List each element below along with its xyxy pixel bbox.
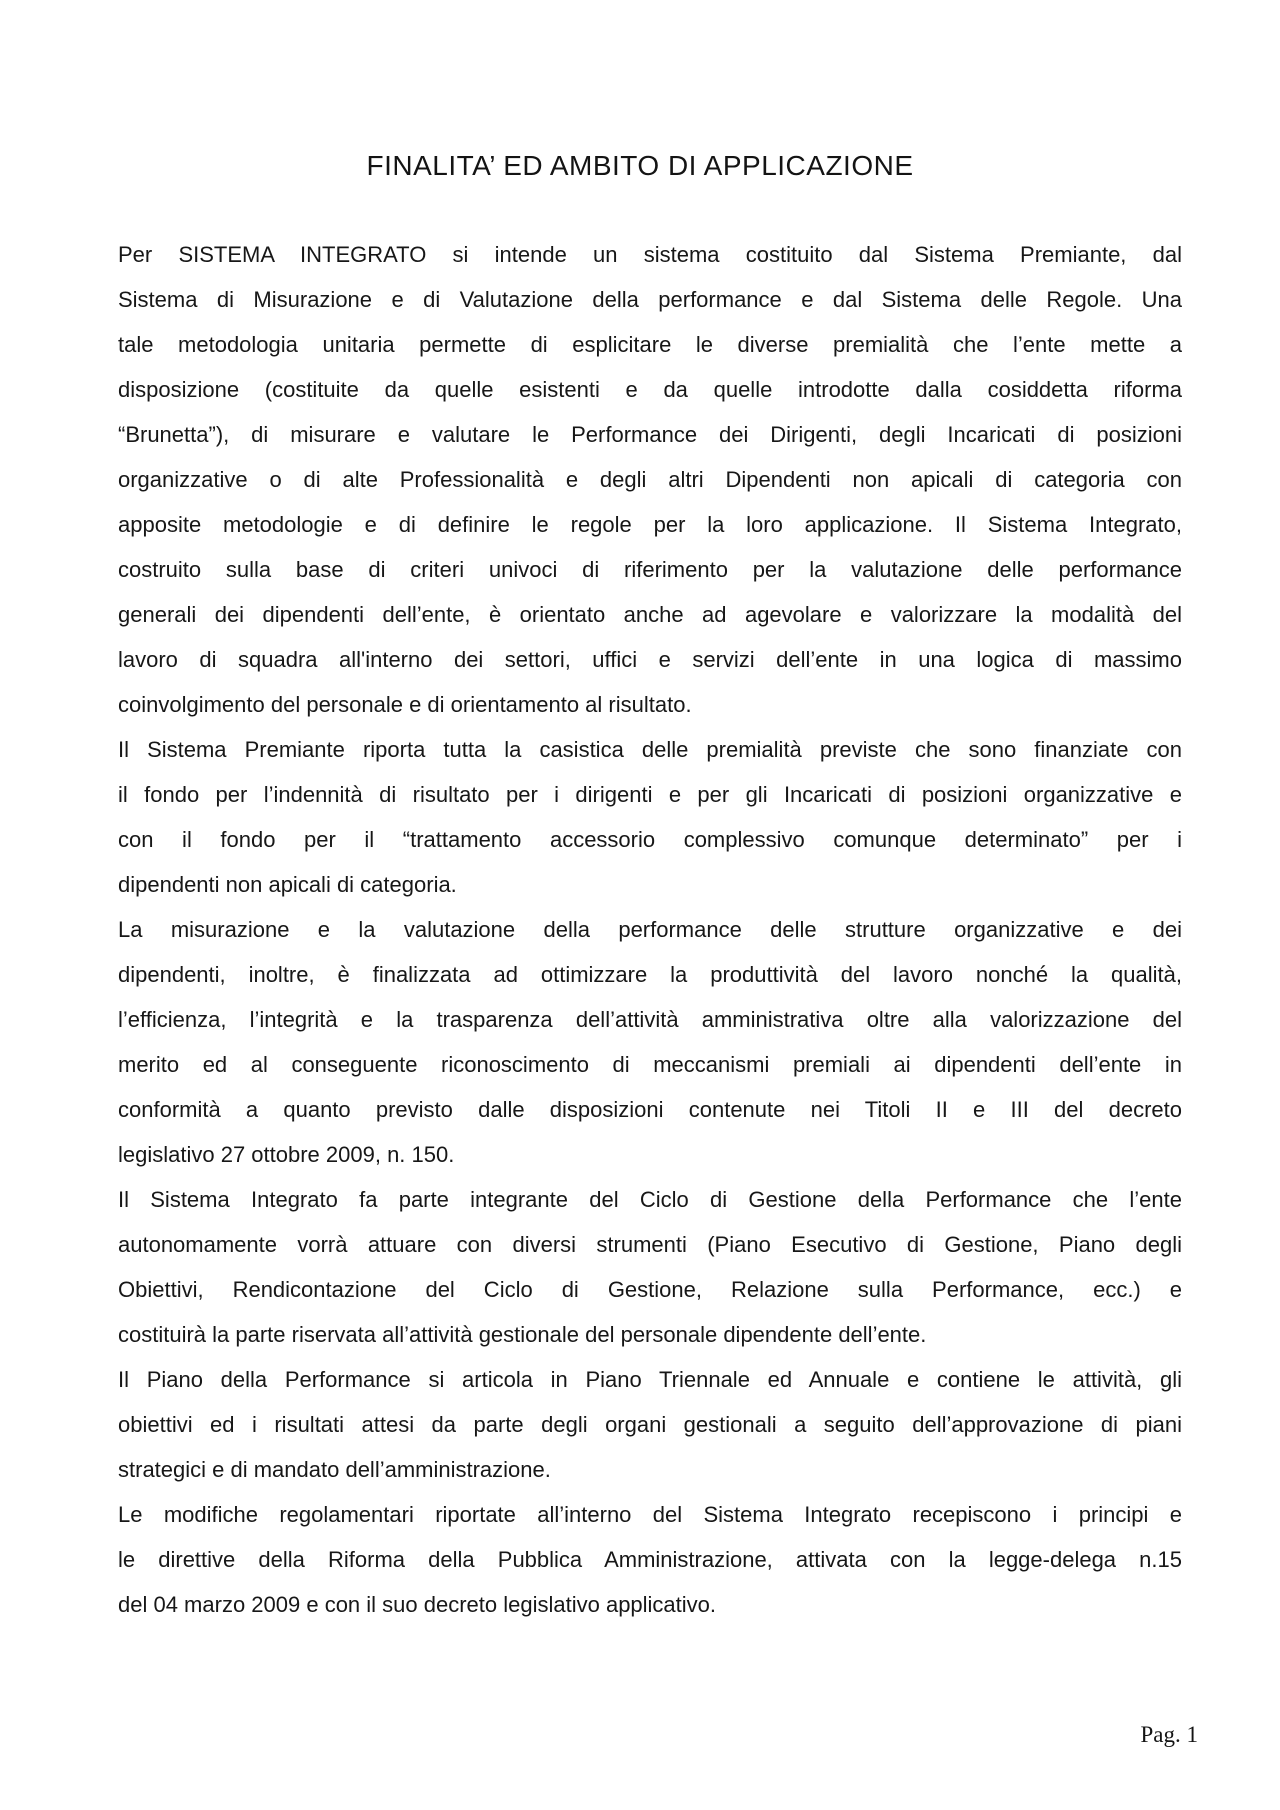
body-line: conformità a quanto previsto dalle disposizioni contenute nei Titoli II e III del decreto bbox=[118, 1097, 1182, 1122]
body-line: Il Sistema Premiante riporta tutta la casistica delle premialità previste che sono finanziate con bbox=[118, 737, 1182, 762]
body-line: disposizione (costituite da quelle esistenti e da quelle introdotte dalla cosiddetta riforma bbox=[118, 377, 1182, 402]
body-line: autonomamente vorrà attuare con diversi strumenti (Piano Esecutivo di Gestione, Piano degli bbox=[118, 1232, 1182, 1257]
body-line: legislativo 27 ottobre 2009, n. 150. bbox=[118, 1142, 455, 1167]
body-line: obiettivi ed i risultati attesi da parte degli organi gestionali a seguito dell’approvazione di piani bbox=[118, 1412, 1182, 1437]
body-line: il fondo per l’indennità di risultato per i dirigenti e per gli Incaricati di posizioni organizzative e bbox=[118, 782, 1182, 807]
body-line: Per SISTEMA INTEGRATO si intende un sistema costituito dal Sistema Premiante, dal bbox=[118, 242, 1182, 267]
body-line: Obiettivi, Rendicontazione del Ciclo di Gestione, Relazione sulla Performance, ecc.) e bbox=[118, 1277, 1182, 1302]
body-line: Il Sistema Integrato fa parte integrante del Ciclo di Gestione della Performance che l’ente bbox=[118, 1187, 1182, 1212]
document-body bbox=[118, 232, 1182, 1627]
body-line: Il Piano della Performance si articola in Piano Triennale ed Annuale e contiene le attività, gli bbox=[118, 1367, 1182, 1392]
body-line: generali dei dipendenti dell’ente, è orientato anche ad agevolare e valorizzare la modalità del bbox=[118, 602, 1182, 627]
body-line: La misurazione e la valutazione della performance delle strutture organizzative e dei bbox=[118, 917, 1182, 942]
body-line: le direttive della Riforma della Pubblica Amministrazione, attivata con la legge-delega n.15 bbox=[118, 1547, 1182, 1572]
body-line: Le modifiche regolamentari riportate all’interno del Sistema Integrato recepiscono i principi e bbox=[118, 1502, 1182, 1527]
body-line: costituirà la parte riservata all’attività gestionale del personale dipendente dell’ente. bbox=[118, 1322, 927, 1347]
body-line: coinvolgimento del personale e di orientamento al risultato. bbox=[118, 692, 692, 717]
body-line: costruito sulla base di criteri univoci di riferimento per la valutazione delle performance bbox=[118, 557, 1182, 582]
body-line: merito ed al conseguente riconoscimento di meccanismi premiali ai dipendenti dell’ente in bbox=[118, 1052, 1182, 1077]
page-title: FINALITA’ ED AMBITO DI APPLICAZIONE bbox=[366, 150, 914, 181]
body-line: strategici e di mandato dell’amministrazione. bbox=[118, 1457, 551, 1482]
body-line: apposite metodologie e di definire le regole per la loro applicazione. Il Sistema Integrato, bbox=[118, 512, 1182, 537]
body-line: Sistema di Misurazione e di Valutazione della performance e dal Sistema delle Regole. Una bbox=[118, 287, 1182, 312]
body-line: tale metodologia unitaria permette di esplicitare le diverse premialità che l’ente mette a bbox=[118, 332, 1182, 357]
body-line: lavoro di squadra all'interno dei settori, uffici e servizi dell’ente in una logica di massimo bbox=[118, 647, 1182, 672]
body-line: l’efficienza, l’integrità e la trasparenza dell’attività amministrativa oltre alla valorizzazione del bbox=[118, 1007, 1182, 1032]
body-line: organizzative o di alte Professionalità e degli altri Dipendenti non apicali di categoria con bbox=[118, 467, 1182, 492]
body-line: con il fondo per il “trattamento accessorio complessivo comunque determinato” per i bbox=[118, 827, 1182, 852]
page-number: Pag. 1 bbox=[1140, 1722, 1198, 1747]
body-line: dipendenti, inoltre, è finalizzata ad ottimizzare la produttività del lavoro nonché la qualità, bbox=[118, 962, 1182, 987]
body-line: dipendenti non apicali di categoria. bbox=[118, 872, 457, 897]
body-line: “Brunetta”), di misurare e valutare le Performance dei Dirigenti, degli Incaricati di posizioni bbox=[118, 422, 1182, 447]
body-line: del 04 marzo 2009 e con il suo decreto legislativo applicativo. bbox=[118, 1592, 717, 1617]
